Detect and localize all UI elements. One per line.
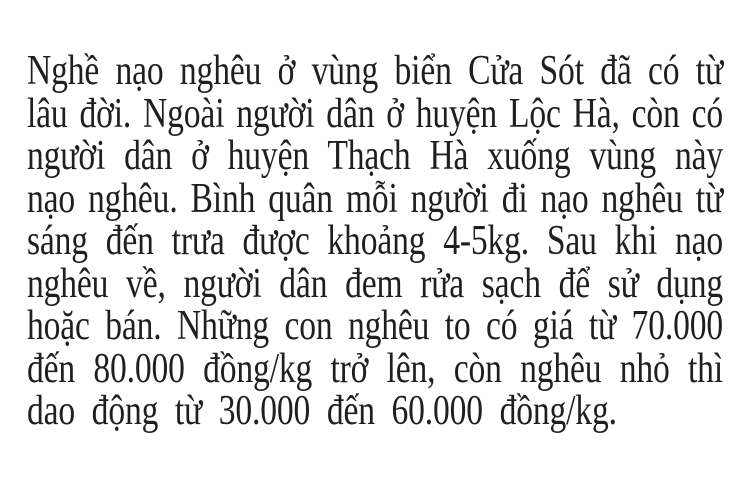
text-line: nạo nghêu. Bình quân mỗi người đi nạo nghêu từ bbox=[27, 175, 723, 222]
text-line: sáng đến trưa được khoảng 4-5kg. Sau khi nạo bbox=[27, 218, 723, 264]
text-line: người dân ở huyện Thạch Hà xuống vùng này bbox=[27, 133, 723, 179]
text-line: Nghề nạo nghêu ở vùng biển Cửa Sót đã có từ bbox=[27, 48, 723, 94]
paragraph-text bbox=[27, 50, 723, 433]
text-line: hoặc bán. Những con nghêu to có giá từ 70.000 bbox=[27, 303, 723, 349]
text-line: nghêu về, người dân đem rửa sạch để sử dụng bbox=[27, 260, 723, 307]
text-line: dao động từ 30.000 đến 60.000 đồng/kg. bbox=[27, 388, 617, 434]
text-line: lâu đời. Ngoài người dân ở huyện Lộc Hà, còn có bbox=[27, 90, 723, 137]
text-line: đến 80.000 đồng/kg trở lên, còn nghêu nhỏ thì bbox=[27, 345, 723, 392]
paragraph-block bbox=[27, 50, 723, 433]
